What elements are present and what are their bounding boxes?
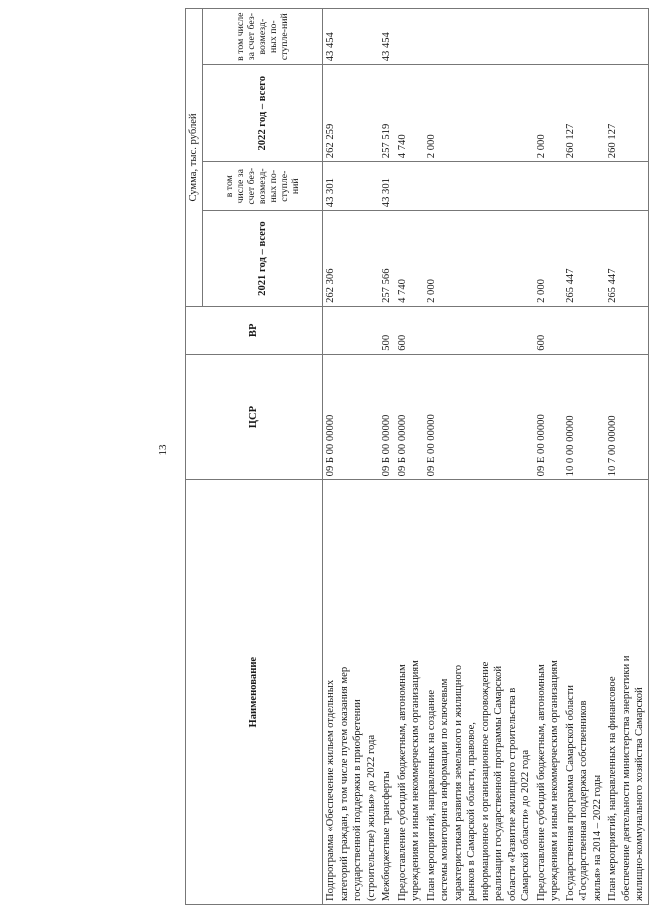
row-2021-free-cell: 43 301: [379, 162, 395, 211]
row-csr-cell: 09 Е 00 00000: [534, 354, 563, 480]
row-2021-free-cell: [395, 162, 424, 211]
row-vr-cell: [323, 306, 380, 354]
row-2022-total-cell: 2 000: [534, 65, 563, 162]
row-2021-free-cell: [563, 162, 606, 211]
table-row: [323, 9, 380, 905]
row-name-cell: [563, 480, 606, 905]
row-name-line: Подпрограмма «Обеспечение жильем отдельных: [325, 679, 336, 901]
row-2021-total-cell: 265 447: [605, 211, 648, 307]
row-name-line: Предоставление субсидий бюджетным, автономным: [396, 664, 408, 901]
row-name-line: учреждениям и иным некоммерческим организациям: [410, 660, 421, 901]
row-name-line: Государственная программа Самарской области: [564, 685, 576, 901]
row-name-line: Предоставление субсидий бюджетным, автономным: [535, 664, 547, 901]
table-row: [563, 9, 606, 905]
row-name-line: (строительстве) жилья» до 2022 года: [365, 734, 377, 901]
row-2022-free-cell: [563, 9, 606, 65]
row-vr-cell: 600: [534, 306, 563, 354]
row-csr-cell: 09 Б 00 00000: [323, 354, 380, 480]
row-name-line: обеспечение деятельности министерства энергетики и: [620, 655, 632, 901]
row-name-line: государственной поддержки в приобретении: [352, 699, 363, 901]
header-csr: ЦСР: [186, 354, 323, 480]
row-name-line: Самарской области» до 2022 года: [520, 749, 531, 901]
row-2022-free-cell: [395, 9, 424, 65]
row-vr-cell: [424, 306, 534, 354]
row-name-cell: [424, 480, 534, 905]
row-name-line: информационное и организационное сопровождение: [479, 661, 491, 901]
row-2022-free-cell: 43 454: [323, 9, 380, 65]
row-2022-total-cell: 260 127: [605, 65, 648, 162]
row-name-line: области «Развитие жилищного строительства в: [506, 687, 518, 901]
row-name-cell: [379, 480, 395, 905]
row-2022-total-cell: 260 127: [563, 65, 606, 162]
table-row: [605, 9, 648, 905]
row-2022-total-cell: 4 740: [395, 65, 424, 162]
header-2021-total: 2021 год – всего: [203, 211, 323, 307]
row-name-line: категорий граждан, в том числе путем оказания мер: [338, 666, 350, 901]
row-2021-total-cell: 2 000: [534, 211, 563, 307]
row-2022-free-cell: [424, 9, 534, 65]
row-vr-cell: [605, 306, 648, 354]
header-2022-free: в том числе за счет без-возмезд-ных по-ступле-ний: [203, 9, 323, 65]
row-2021-free-cell: [605, 162, 648, 211]
row-2022-total-cell: 262 259: [323, 65, 380, 162]
row-2021-total-cell: 265 447: [563, 211, 606, 307]
row-name-line: жилья» на 2014 – 2022 годы: [591, 774, 603, 901]
row-vr-cell: 500: [379, 306, 395, 354]
header-name: Наименование: [186, 480, 323, 905]
row-vr-cell: 600: [395, 306, 424, 354]
row-name-cell: [323, 480, 380, 905]
row-name-line: рынков в Самарской области, правовое,: [466, 722, 477, 901]
row-csr-cell: 10 7 00 00000: [605, 354, 648, 480]
row-2021-free-cell: [534, 162, 563, 211]
table-row: [395, 9, 424, 905]
table-row: [534, 9, 563, 905]
row-2022-total-cell: 257 519: [379, 65, 395, 162]
row-2021-total-cell: 2 000: [424, 211, 534, 307]
row-name-line: реализации государственной программы Самарской: [493, 665, 504, 901]
row-name-line: учреждениям и иным некоммерческим организациям: [549, 660, 560, 901]
table-row: [379, 9, 395, 905]
row-2022-free-cell: [605, 9, 648, 65]
row-name-line: План мероприятий, направленных на создание: [425, 689, 437, 901]
row-name-cell: [395, 480, 424, 905]
table-body: [323, 9, 649, 905]
table-row: [424, 9, 534, 905]
row-name-line: системы мониторинга информации по ключевым: [439, 678, 450, 901]
row-2021-free-cell: [424, 162, 534, 211]
budget-table: [185, 8, 649, 905]
page-number: 13: [157, 444, 169, 456]
header-vr: ВР: [186, 306, 323, 354]
row-2021-total-cell: 257 566: [379, 211, 395, 307]
row-name-line: характеристикам развития земельного и жилищного: [452, 664, 464, 901]
row-2021-total-cell: 262 306: [323, 211, 380, 307]
row-2021-free-cell: 43 301: [323, 162, 380, 211]
row-csr-cell: 09 Б 00 00000: [395, 354, 424, 480]
row-2022-free-cell: 43 454: [379, 9, 395, 65]
row-vr-cell: [563, 306, 606, 354]
row-name-cell: [605, 480, 648, 905]
header-sum-group: Сумма, тыс. рублей: [186, 9, 203, 307]
row-2021-total-cell: 4 740: [395, 211, 424, 307]
header-2021-free: в том числе за счет без-возмезд-ных по-ступле-ний: [203, 162, 323, 211]
header-row-top: [186, 9, 203, 905]
row-csr-cell: 09 Б 00 00000: [379, 354, 395, 480]
row-csr-cell: 09 Е 00 00000: [424, 354, 534, 480]
row-name-line: План мероприятий, направленных на финансовое: [607, 676, 618, 901]
row-name-line: «Государственная поддержка собственников: [578, 700, 589, 901]
row-name-line: Межбюджетные трансферты: [381, 771, 392, 901]
row-name-line: жилищно-коммунального хозяйства Самарской: [634, 687, 645, 901]
row-csr-cell: 10 0 00 00000: [563, 354, 606, 480]
row-2022-total-cell: 2 000: [424, 65, 534, 162]
header-2022-total: 2022 год – всего: [203, 65, 323, 162]
row-2022-free-cell: [534, 9, 563, 65]
row-name-cell: [534, 480, 563, 905]
